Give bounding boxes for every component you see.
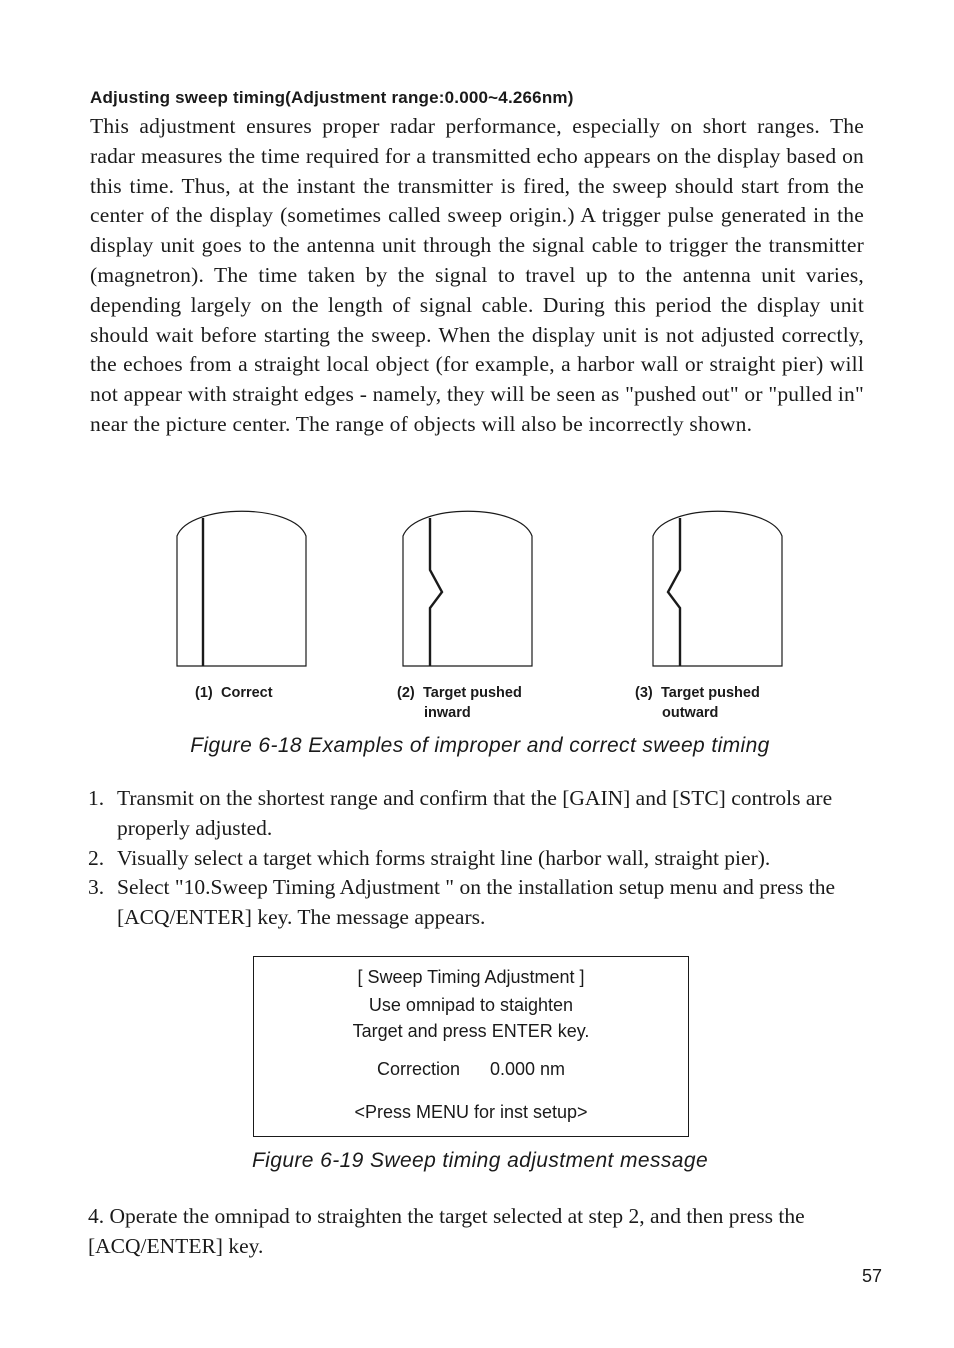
step-text: Select "10.Sweep Timing Adjustment " on the installation setup menu and press the [ACQ/ENTER] key. The message appears. (117, 875, 836, 930)
page-number: 57 (862, 1266, 883, 1286)
correction-label: Correction (376, 1059, 460, 1079)
diagram-caption-2 (397, 683, 522, 723)
caption-text: Target pushed (423, 685, 522, 701)
sweep-timing-message-box (253, 956, 689, 1137)
section-heading: Adjusting sweep timing(Adjustment range:0.000~4.266nm) (90, 88, 574, 107)
figure-caption-6-18: Figure 6-18 Examples of improper and correct sweep timing (190, 734, 770, 757)
caption-number: (1) (195, 685, 213, 701)
message-footer: <Press MENU for inst setup> (354, 1102, 588, 1122)
step-number: 3. (88, 875, 105, 900)
diagram-correct (176, 506, 308, 668)
correction-row (254, 1059, 688, 1080)
step-number: 2. (88, 845, 105, 870)
step-4-text: 4. Operate the omnipad to straighten the target selected at step 2, and then press the [ACQ/ENTER] key. (88, 1204, 805, 1258)
step-text: Transmit on the shortest range and confirm that the [GAIN] and [STC] controls are properly adjusted. (117, 786, 833, 840)
diagram-caption-1 (195, 683, 273, 703)
step-number: 1. (88, 786, 105, 810)
caption-text-continued: outward (662, 705, 719, 721)
diagram-pushed-inward (402, 506, 534, 668)
list-item (88, 784, 878, 844)
message-line-2: Target and press ENTER key. (352, 1021, 590, 1041)
diagram-caption-3 (635, 683, 760, 723)
body-paragraph: This adjustment ensures proper radar performance, especially on short ranges. The radar measures the time required for a transmitted echo appears on the display based on this time. Thus, at the instant the transmitter is fired, the sweep should start from the center of the display (sometimes called sweep origin.) A trigger pulse generated in the display unit goes to the antenna unit through the signal cable to trigger the transmitter (magnetron). The time taken by the signal to travel up to the antenna unit varies, depending largely on the length of signal cable. During this period the display unit should wait before starting the sweep. When the display unit is not adjusted correctly, the echoes from a straight local object (for example, a harbor wall or straight pier) will not appear with straight edges - namely, they will be seen as "pushed out" or "pulled in" near the picture center. The range of objects will also be incorrectly shown. (90, 114, 864, 436)
caption-text: Target pushed (661, 685, 760, 701)
caption-text: Correct (221, 685, 273, 701)
correction-value: 0.000 nm (489, 1059, 566, 1079)
caption-text-continued: inward (424, 705, 471, 721)
list-item (88, 844, 878, 874)
caption-number: (2) (397, 685, 415, 701)
message-line-1: Use omnipad to staighten (368, 995, 574, 1015)
figure-caption-6-19: Figure 6-19 Sweep timing adjustment message (251, 1149, 709, 1172)
diagram-pushed-outward (652, 506, 784, 668)
caption-number: (3) (635, 685, 653, 701)
message-title: [ Sweep Timing Adjustment ] (357, 967, 585, 987)
list-item (88, 873, 878, 933)
step-text: Visually select a target which forms straight line (harbor wall, straight pier). (117, 845, 771, 870)
step-list (88, 784, 878, 933)
